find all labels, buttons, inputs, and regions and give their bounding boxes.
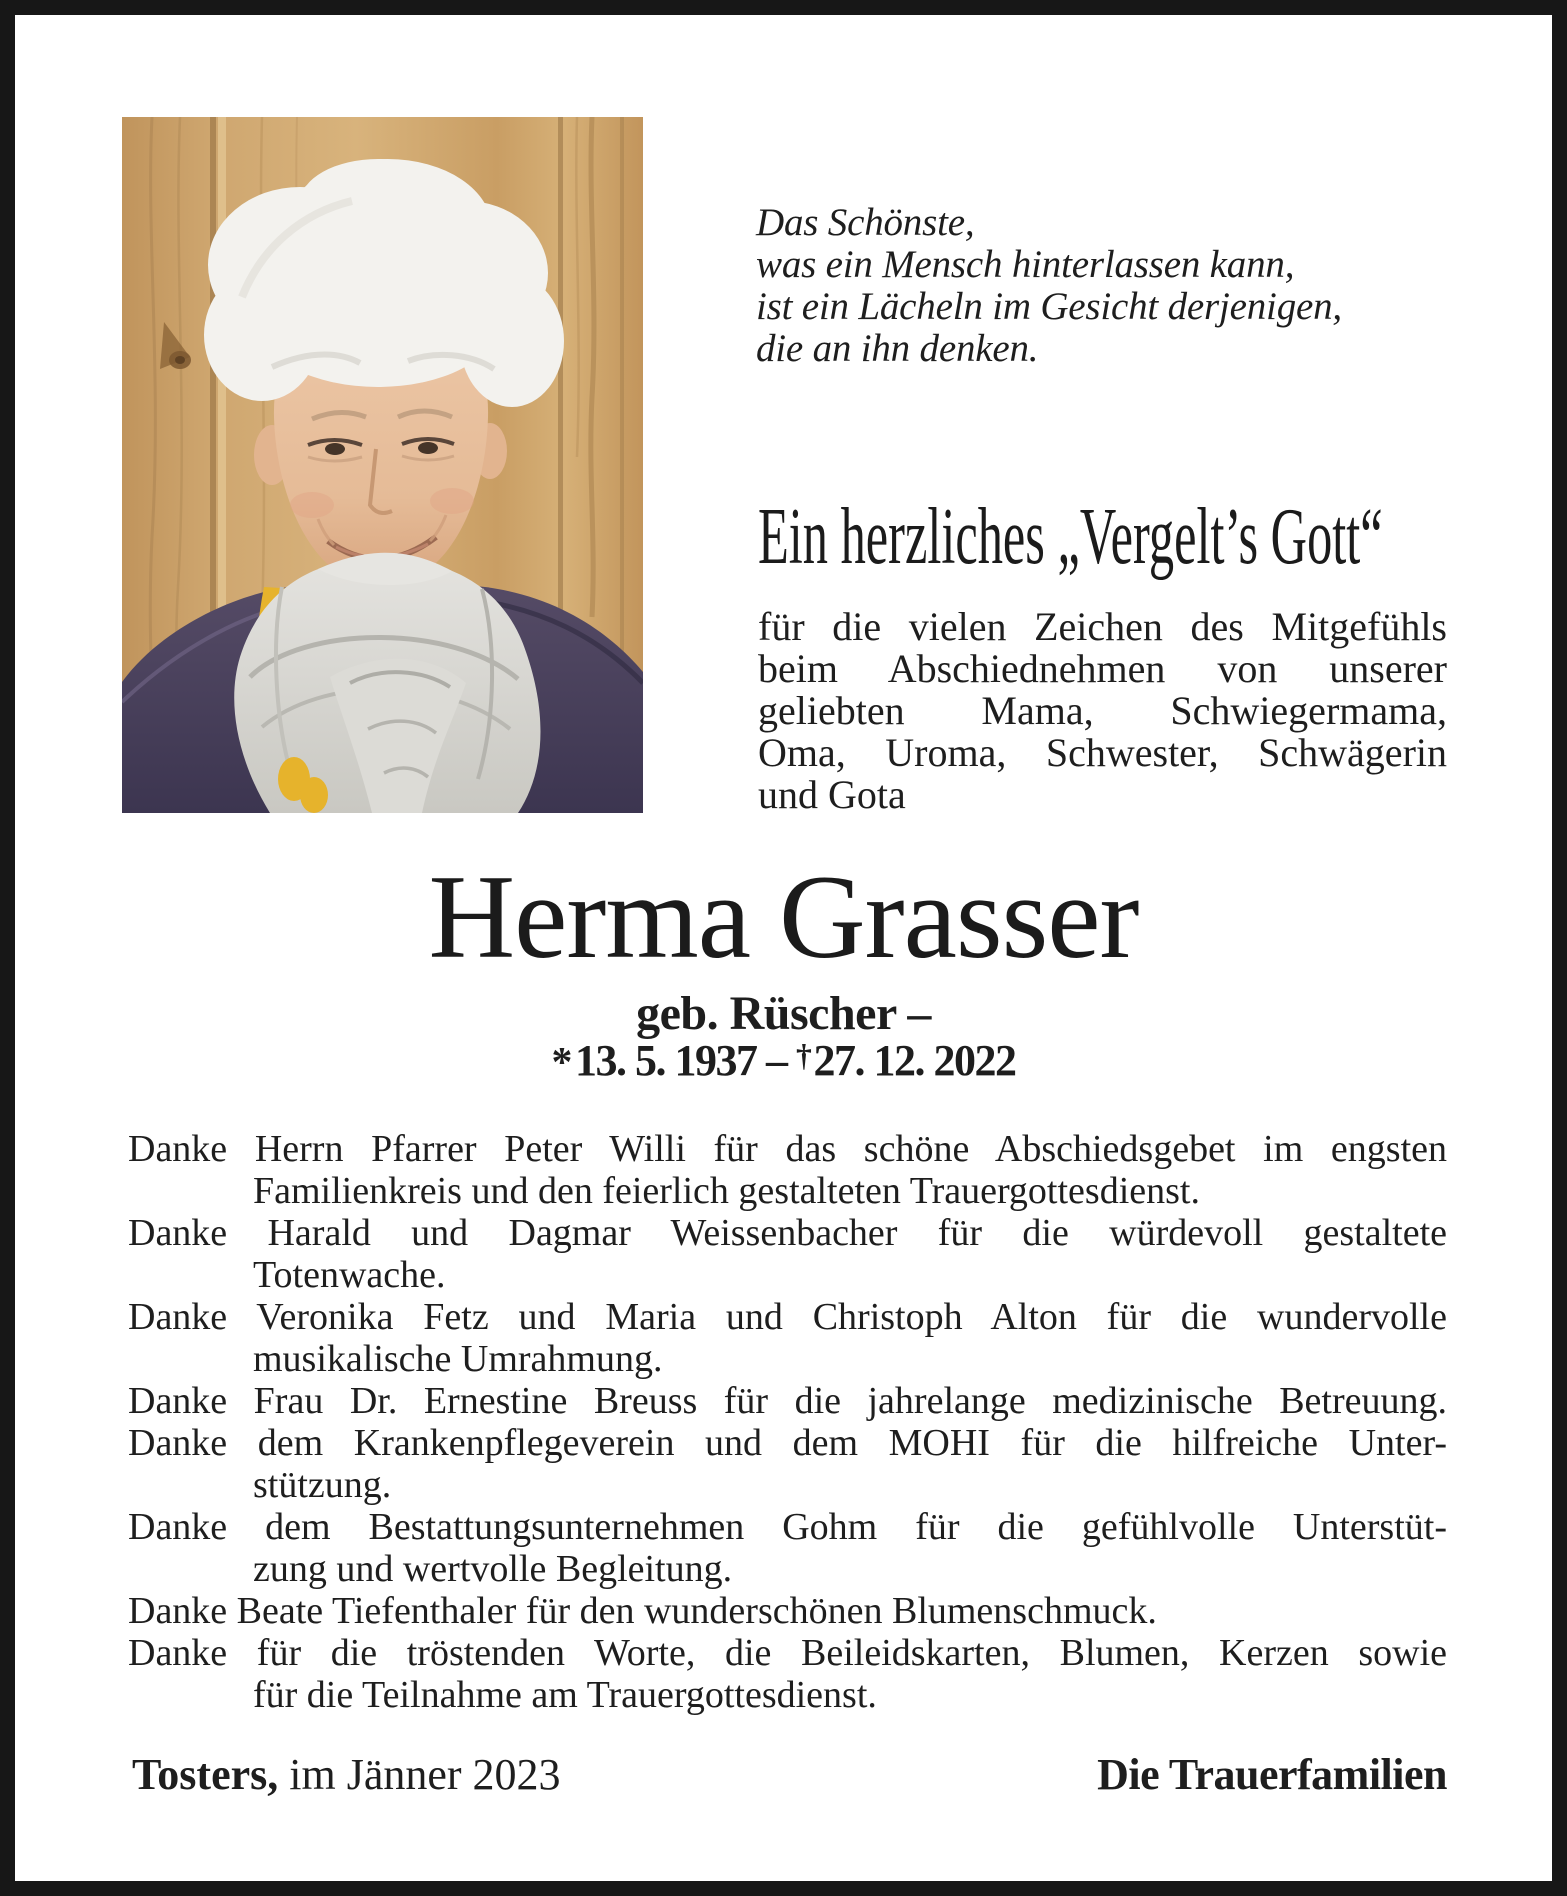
thanks-line: Danke dem Bestattungsunternehmen Gohm für die gefühlvolle Unterstüt- — [128, 1506, 1447, 1548]
place-label: Tosters, — [132, 1750, 279, 1799]
thanks-line: Danke dem Krankenpflegeverein und dem MOHI für die hilfreiche Unter- — [128, 1422, 1447, 1464]
mourning-families-signature: Die Trauerfamilien — [1097, 1750, 1447, 1799]
quote-line: die an ihn denken. — [756, 327, 1039, 370]
memorial-quote — [756, 202, 1342, 370]
place-date — [132, 1750, 561, 1799]
quote-line: ist ein Lächeln im Gesicht derjenigen, — [756, 285, 1342, 328]
intro-line: beim Abschiednehmen von unserer — [758, 646, 1447, 691]
portrait-photo — [122, 117, 643, 813]
quote-line: was ein Mensch hinterlassen kann, — [756, 243, 1295, 286]
thanks-entry — [128, 1296, 1447, 1380]
birth-date: 13. 5. 1937 — [575, 1036, 757, 1085]
thanks-entry — [128, 1380, 1447, 1422]
thanks-entry — [128, 1632, 1447, 1716]
thanks-line: Totenwache. — [253, 1254, 446, 1296]
thanks-line: musikalische Umrahmung. — [253, 1338, 663, 1380]
thanks-line: Danke Harald und Dagmar Weissenbacher für die würdevoll gestaltete — [128, 1212, 1447, 1254]
quote-line: Das Schönste, — [756, 201, 975, 244]
thanks-line: zung und wertvolle Begleitung. — [253, 1548, 733, 1590]
thanks-line: stützung. — [253, 1464, 392, 1506]
intro-paragraph — [758, 606, 1447, 816]
thanks-entry — [128, 1506, 1447, 1590]
date-separator: – — [766, 1036, 787, 1085]
thanks-line: Danke Herrn Pfarrer Peter Willi für das schöne Abschiedsgebet im engsten — [128, 1128, 1447, 1170]
thanks-list — [128, 1128, 1447, 1716]
life-dates — [0, 1036, 1567, 1086]
intro-line: für die vielen Zeichen des Mitgefühls — [758, 604, 1447, 649]
salutation-headline: Ein herzliches „Vergelt’s Gott“ — [758, 493, 1383, 581]
deceased-name: Herma Grasser — [428, 850, 1139, 983]
thanks-line: Danke Frau Dr. Ernestine Breuss für die jahrelange medizinische Betreuung. — [128, 1380, 1447, 1422]
thanks-entry — [128, 1590, 1447, 1632]
footer-row — [132, 1750, 1447, 1799]
intro-line: Oma, Uroma, Schwester, Schwägerin — [758, 730, 1447, 775]
thanks-entry — [128, 1128, 1447, 1212]
thanks-line: Danke Veronika Fetz und Maria und Christoph Alton für die wundervolle — [128, 1296, 1447, 1338]
intro-line: und Gota — [758, 772, 906, 817]
maiden-name: geb. Rüscher – — [636, 987, 931, 1040]
thanks-entry — [128, 1422, 1447, 1506]
thanks-entry — [128, 1212, 1447, 1296]
portrait-illustration — [122, 117, 643, 813]
death-date: 27. 12. 2022 — [813, 1036, 1016, 1085]
thanks-line: Familienkreis und den feierlich gestalteten Trauergottesdienst. — [253, 1170, 1200, 1212]
thanks-line: für die Teilnahme am Trauergottesdienst. — [253, 1674, 877, 1716]
thanks-line: Danke für die tröstenden Worte, die Beileidskarten, Blumen, Kerzen sowie — [128, 1632, 1447, 1674]
birth-star-symbol: * — [551, 1039, 571, 1086]
death-cross-symbol: † — [796, 1038, 811, 1074]
intro-line: geliebten Mama, Schwiegermama, — [758, 688, 1447, 733]
thanks-line: Danke Beate Tiefenthaler für den wunderschönen Blumenschmuck. — [128, 1590, 1157, 1632]
date-label: im Jänner 2023 — [289, 1750, 561, 1799]
